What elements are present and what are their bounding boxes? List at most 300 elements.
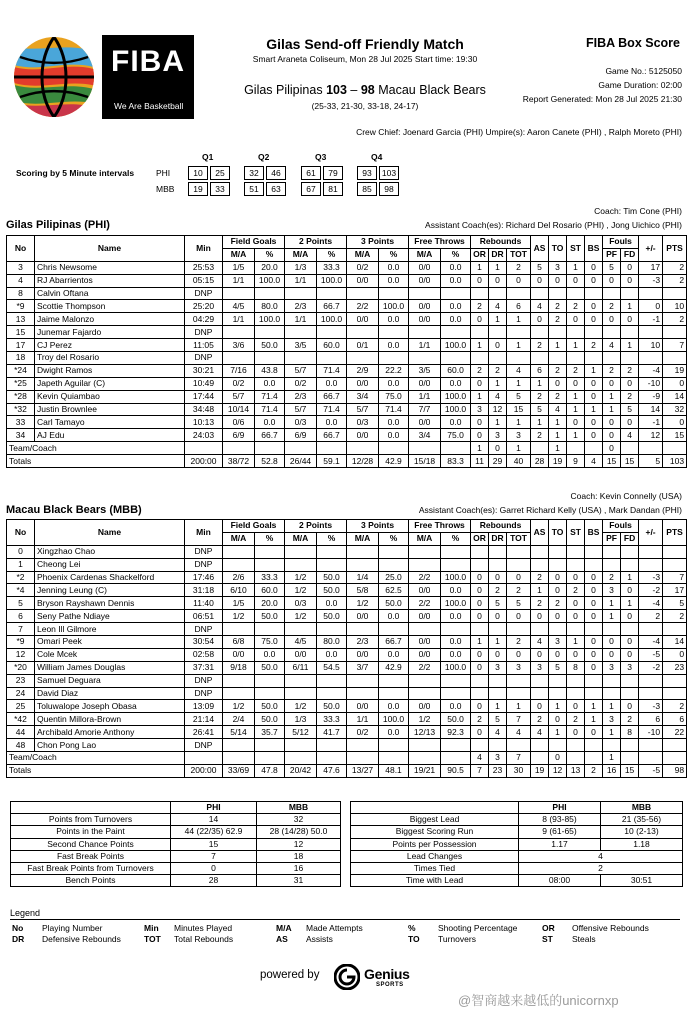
stat-cell [255, 752, 285, 765]
column-subheader: TOT [507, 532, 531, 545]
stat-cell: 0/0 [347, 648, 379, 661]
stat-cell: 0 [531, 610, 549, 623]
stat-value: 1.17 [519, 838, 601, 850]
total-cell: 20/42 [285, 764, 317, 777]
empty-cell [255, 674, 285, 687]
stats-row [11, 850, 341, 862]
stat-cell: 1 [567, 636, 585, 649]
legend-abbr: Min [144, 923, 159, 933]
stat-cell: 0/0 [223, 648, 255, 661]
stat-cell: 0/2 [347, 726, 379, 739]
stat-value: 14 [171, 814, 257, 826]
player-number: *42 [7, 713, 35, 726]
player-row [7, 610, 687, 623]
watermark: @智商越来越低的unicornxp [458, 993, 619, 1008]
legend-abbr: TO [408, 934, 420, 944]
stat-cell: 7/16 [223, 364, 255, 377]
fiba-logo [8, 35, 194, 119]
stats-row [11, 862, 341, 874]
empty-cell [531, 739, 549, 752]
column-header: PTS [663, 236, 687, 262]
stat-cell: 1 [507, 442, 531, 455]
player-row [7, 687, 687, 700]
stat-cell: 0 [585, 648, 603, 661]
stat-cell: 0 [567, 377, 585, 390]
stat-cell: 7 [507, 713, 531, 726]
stat-cell: 1/1 [223, 274, 255, 287]
empty-cell [585, 352, 603, 365]
player-name: David Diaz [35, 687, 185, 700]
empty-cell [317, 558, 347, 571]
stat-cell [567, 752, 585, 765]
stat-cell: 0 [471, 661, 489, 674]
player-row [7, 584, 687, 597]
empty-cell [379, 739, 409, 752]
empty-cell [285, 623, 317, 636]
stat-cell: 0/0 [409, 274, 441, 287]
stat-cell: 50.0 [317, 571, 347, 584]
stat-cell: 6 [507, 300, 531, 313]
stat-cell: 0 [585, 584, 603, 597]
stat-cell: 1 [549, 339, 567, 352]
empty-cell [621, 674, 639, 687]
stat-cell: 60.0 [441, 364, 471, 377]
stat-cell: 0.0 [317, 416, 347, 429]
stat-cell: 4 [549, 403, 567, 416]
stat-cell: 0 [567, 726, 585, 739]
player-row [7, 623, 687, 636]
stat-cell [409, 442, 441, 455]
stat-cell: 0.0 [379, 377, 409, 390]
team-coach-row [7, 752, 687, 765]
quarter-label: Q3 [315, 152, 327, 162]
total-cell: 200:00 [185, 764, 223, 777]
intervals-label: Scoring by 5 Minute intervals [16, 168, 135, 178]
empty-cell [317, 623, 347, 636]
empty-cell [639, 674, 663, 687]
stat-cell: 7 [507, 752, 531, 765]
stat-cell: 2 [471, 364, 489, 377]
stat-cell: 50.0 [255, 713, 285, 726]
stat-cell: 100.0 [317, 274, 347, 287]
quarter-scores: (25-33, 21-30, 33-18, 24-17) [311, 101, 419, 111]
legend-desc: Total Rebounds [174, 934, 234, 944]
stat-cell: 0 [663, 416, 687, 429]
column-header: Name [35, 236, 185, 262]
stat-cell: 2 [621, 364, 639, 377]
legend-abbr: M/A [276, 923, 292, 933]
interval-cell: 25 [210, 166, 230, 180]
stats-row [351, 826, 683, 838]
stat-cell: 0.0 [441, 300, 471, 313]
fiba-tagline: We Are Basketball [114, 101, 184, 111]
stat-cell: 50.0 [255, 339, 285, 352]
game-duration: Game Duration: 02:00 [598, 80, 682, 90]
column-subheader: OR [471, 248, 489, 261]
stat-cell [639, 752, 663, 765]
stat-cell: 0/0 [409, 300, 441, 313]
stat-cell: 17:46 [185, 571, 223, 584]
empty-cell [549, 326, 567, 339]
player-number: 4 [7, 274, 35, 287]
stat-cell: -4 [639, 364, 663, 377]
interval-cell: 103 [379, 166, 399, 180]
stat-cell: 0 [585, 726, 603, 739]
stat-cell: 4 [531, 726, 549, 739]
stat-cell: 0 [549, 377, 567, 390]
empty-cell [507, 687, 531, 700]
empty-cell [379, 287, 409, 300]
empty-cell [317, 674, 347, 687]
stat-cell: 02:58 [185, 648, 223, 661]
stat-cell: 7 [663, 571, 687, 584]
stat-cell: 1 [567, 403, 585, 416]
totals-label: Totals [7, 764, 185, 777]
stat-cell: 0.0 [379, 416, 409, 429]
stat-cell: 71.4 [317, 364, 347, 377]
column-subheader: DR [489, 248, 507, 261]
player-number: *2 [7, 571, 35, 584]
stat-cell [663, 442, 687, 455]
empty-cell [441, 326, 471, 339]
empty-cell [441, 674, 471, 687]
stat-label: Bench Points [11, 875, 171, 887]
stat-value: 0 [171, 862, 257, 874]
stat-cell: 11:40 [185, 597, 223, 610]
stat-cell [621, 442, 639, 455]
stat-cell: 11:05 [185, 339, 223, 352]
stat-cell: 0.0 [379, 648, 409, 661]
stat-cell: 80.0 [255, 300, 285, 313]
empty-cell [531, 687, 549, 700]
empty-cell [489, 326, 507, 339]
legend-title: Legend [10, 908, 41, 918]
empty-cell [621, 739, 639, 752]
stats-row [351, 862, 683, 874]
player-number: 18 [7, 352, 35, 365]
stat-cell: 2/9 [347, 364, 379, 377]
stat-cell: 0 [471, 377, 489, 390]
stat-cell: 2 [531, 429, 549, 442]
player-name: Japeth Aguilar (C) [35, 377, 185, 390]
stat-cell: 0 [621, 261, 639, 274]
stat-cell: 0.0 [441, 584, 471, 597]
stat-cell: 0 [585, 597, 603, 610]
player-number: 24 [7, 687, 35, 700]
stat-cell: 75.0 [255, 636, 285, 649]
stat-cell: 1 [621, 300, 639, 313]
player-name: Seny Pathe Ndiaye [35, 610, 185, 623]
stat-cell: 0 [489, 571, 507, 584]
empty-cell [639, 558, 663, 571]
stat-cell: 3/4 [409, 429, 441, 442]
empty-cell [347, 674, 379, 687]
player-number: 3 [7, 261, 35, 274]
column-subheader: OR [471, 532, 489, 545]
column-header: Rebounds [471, 236, 531, 249]
stat-cell: 5 [507, 390, 531, 403]
stat-value: 28 [171, 875, 257, 887]
stat-cell: 60.0 [317, 339, 347, 352]
empty-cell [471, 352, 489, 365]
total-cell: 33/69 [223, 764, 255, 777]
player-name: Chris Newsome [35, 261, 185, 274]
stat-cell: 1 [507, 313, 531, 326]
stat-cell: 2 [621, 390, 639, 403]
stat-value: 4 [519, 850, 683, 862]
stat-cell: 0.0 [379, 429, 409, 442]
stat-cell: 2 [567, 364, 585, 377]
left-stats-table [10, 801, 341, 887]
player-name: Leon Ill Gilmore [35, 623, 185, 636]
legend-desc: Playing Number [42, 923, 103, 933]
empty-cell [379, 326, 409, 339]
empty-cell [223, 326, 255, 339]
player-row [7, 648, 687, 661]
stat-cell: 1/2 [285, 571, 317, 584]
empty-cell [317, 352, 347, 365]
empty-cell [567, 558, 585, 571]
column-header: Min [185, 236, 223, 262]
empty-cell [379, 623, 409, 636]
stat-label: Points per Possession [351, 838, 519, 850]
column-subheader: % [317, 248, 347, 261]
stat-label: Lead Changes [351, 850, 519, 862]
stat-cell: 5/8 [347, 584, 379, 597]
column-header: PTS [663, 520, 687, 546]
stat-cell: 2 [531, 571, 549, 584]
stat-cell: 33.3 [255, 571, 285, 584]
stats-row [351, 814, 683, 826]
stat-cell: 32 [663, 403, 687, 416]
column-subheader: PF [603, 248, 621, 261]
empty-cell [621, 623, 639, 636]
empty-cell [409, 558, 441, 571]
column-header: 2 Points [285, 236, 347, 249]
total-cell: 52.8 [255, 455, 285, 468]
stat-cell: 0/3 [285, 597, 317, 610]
stat-cell: 100.0 [441, 403, 471, 416]
stat-cell: 0 [603, 274, 621, 287]
stat-cell: 1 [603, 403, 621, 416]
quarter-label: Q1 [202, 152, 214, 162]
column-subheader: TOT [507, 248, 531, 261]
legend-desc: Made Attempts [306, 923, 363, 933]
stat-cell: 66.7 [317, 300, 347, 313]
stat-cell: 0 [603, 648, 621, 661]
stat-cell: 33.3 [317, 713, 347, 726]
stat-cell: 0/0 [347, 610, 379, 623]
stat-cell: 0/2 [347, 261, 379, 274]
player-number: *9 [7, 636, 35, 649]
empty-cell [663, 545, 687, 558]
player-number: *32 [7, 403, 35, 416]
empty-cell [621, 687, 639, 700]
player-minutes: DNP [185, 739, 223, 752]
player-number: 13 [7, 313, 35, 326]
column-header: ST [567, 520, 585, 546]
stat-cell: 4 [489, 726, 507, 739]
stat-cell: 2 [489, 584, 507, 597]
player-number: 15 [7, 326, 35, 339]
stat-cell: 66.7 [379, 636, 409, 649]
empty-cell [255, 326, 285, 339]
empty-cell [603, 545, 621, 558]
stat-cell: 37:31 [185, 661, 223, 674]
stat-cell: 1 [471, 261, 489, 274]
stat-cell: 3 [531, 661, 549, 674]
stat-cell: 2 [471, 300, 489, 313]
stats-row [11, 875, 341, 887]
player-number: 44 [7, 726, 35, 739]
empty-cell [317, 739, 347, 752]
stat-cell: 1 [507, 339, 531, 352]
player-minutes: DNP [185, 545, 223, 558]
stat-cell: 0 [567, 571, 585, 584]
player-number: 48 [7, 739, 35, 752]
empty-cell [223, 352, 255, 365]
column-header: 3 Points [347, 236, 409, 249]
column-header: 3 Points [347, 520, 409, 533]
stat-cell: 0 [621, 648, 639, 661]
player-number: *25 [7, 377, 35, 390]
stat-cell: 66.7 [317, 390, 347, 403]
stat-label: Times Tied [351, 862, 519, 874]
player-minutes: DNP [185, 352, 223, 365]
stat-cell: 1 [549, 726, 567, 739]
stat-cell: 1 [549, 429, 567, 442]
empty-cell [585, 558, 603, 571]
stat-cell: 0.0 [379, 610, 409, 623]
column-subheader: M/A [409, 248, 441, 261]
stat-cell: 2 [663, 700, 687, 713]
empty-cell [347, 545, 379, 558]
stat-cell: 100.0 [379, 713, 409, 726]
stat-cell: 0 [585, 429, 603, 442]
stat-cell: 0 [507, 571, 531, 584]
stat-cell: 30:21 [185, 364, 223, 377]
stat-cell: 1 [603, 390, 621, 403]
stat-cell: 2 [507, 584, 531, 597]
player-row [7, 416, 687, 429]
column-header: Rebounds [471, 520, 531, 533]
empty-cell [531, 326, 549, 339]
stat-cell [185, 442, 223, 455]
mbb-team-name: Macau Black Bears (MBB) [6, 504, 142, 516]
player-name: AJ Edu [35, 429, 185, 442]
genius-logo-icon [334, 964, 360, 990]
stat-cell: 4/5 [223, 300, 255, 313]
stats-row [351, 838, 683, 850]
stat-cell: 0.0 [441, 377, 471, 390]
total-cell: 59.1 [317, 455, 347, 468]
stat-cell: -1 [639, 416, 663, 429]
player-number: *9 [7, 300, 35, 313]
empty-cell [255, 558, 285, 571]
empty-cell [379, 674, 409, 687]
stat-cell: 5/7 [285, 364, 317, 377]
interval-cell: 10 [188, 166, 208, 180]
stat-cell: 0 [621, 636, 639, 649]
stat-cell: 6 [531, 364, 549, 377]
column-subheader: M/A [347, 532, 379, 545]
empty-cell [409, 326, 441, 339]
total-cell: 12/28 [347, 455, 379, 468]
player-name: Chon Pong Lao [35, 739, 185, 752]
stat-cell [185, 752, 223, 765]
stat-cell: 0 [471, 571, 489, 584]
stat-cell: 22.2 [379, 364, 409, 377]
crew-line: Crew Chief: Joenard Garcia (PHI) Umpire(s): Aaron Canete (PHI) , Ralph Moreto (PHI) [356, 127, 682, 137]
empty-cell [471, 545, 489, 558]
stat-cell: 1 [621, 597, 639, 610]
stat-cell: 100.0 [441, 339, 471, 352]
stat-cell: 22 [663, 726, 687, 739]
empty-cell [317, 326, 347, 339]
stat-cell: 25:20 [185, 300, 223, 313]
player-number: 25 [7, 700, 35, 713]
stat-cell: 50.0 [441, 713, 471, 726]
stat-cell: 2 [567, 584, 585, 597]
stat-cell [285, 442, 317, 455]
empty-cell [471, 687, 489, 700]
empty-cell [663, 674, 687, 687]
stat-cell: 1 [489, 313, 507, 326]
stat-cell: 2 [471, 713, 489, 726]
column-header: Free Throws [409, 520, 471, 533]
stat-cell: 14 [663, 636, 687, 649]
stat-cell: 0.0 [255, 648, 285, 661]
total-cell: 103 [663, 455, 687, 468]
stat-cell: 4 [531, 636, 549, 649]
stat-cell: 0 [471, 416, 489, 429]
stat-cell: -2 [639, 661, 663, 674]
stat-cell: 50.0 [255, 610, 285, 623]
stat-cell: 10/14 [223, 403, 255, 416]
total-cell: 83.3 [441, 455, 471, 468]
total-cell: 11 [471, 455, 489, 468]
stat-cell: 0 [567, 700, 585, 713]
empty-cell [603, 326, 621, 339]
empty-cell [603, 558, 621, 571]
stat-cell: 05:15 [185, 274, 223, 287]
player-row [7, 597, 687, 610]
stat-cell: 0/0 [409, 377, 441, 390]
stat-value: 15 [171, 838, 257, 850]
empty-cell [603, 739, 621, 752]
column-subheader: % [255, 248, 285, 261]
player-number: *28 [7, 390, 35, 403]
stat-cell: 0.0 [317, 377, 347, 390]
empty-cell [379, 545, 409, 558]
stat-cell: 1/1 [409, 390, 441, 403]
empty-cell [639, 687, 663, 700]
player-minutes: DNP [185, 687, 223, 700]
stat-value: 9 (61-65) [519, 826, 601, 838]
powered-by-text: powered by [260, 969, 320, 981]
stat-cell: 6/8 [223, 636, 255, 649]
stat-cell: 2/2 [409, 571, 441, 584]
stat-cell: 1/3 [285, 261, 317, 274]
stat-cell: 0 [471, 584, 489, 597]
stat-cell: 0.0 [317, 597, 347, 610]
stat-cell: 3 [621, 661, 639, 674]
empty-cell [639, 545, 663, 558]
stat-cell: 21:14 [185, 713, 223, 726]
stat-label: Points from Turnovers [11, 814, 171, 826]
stat-cell: 1/5 [223, 597, 255, 610]
column-header: Fouls [603, 236, 639, 249]
